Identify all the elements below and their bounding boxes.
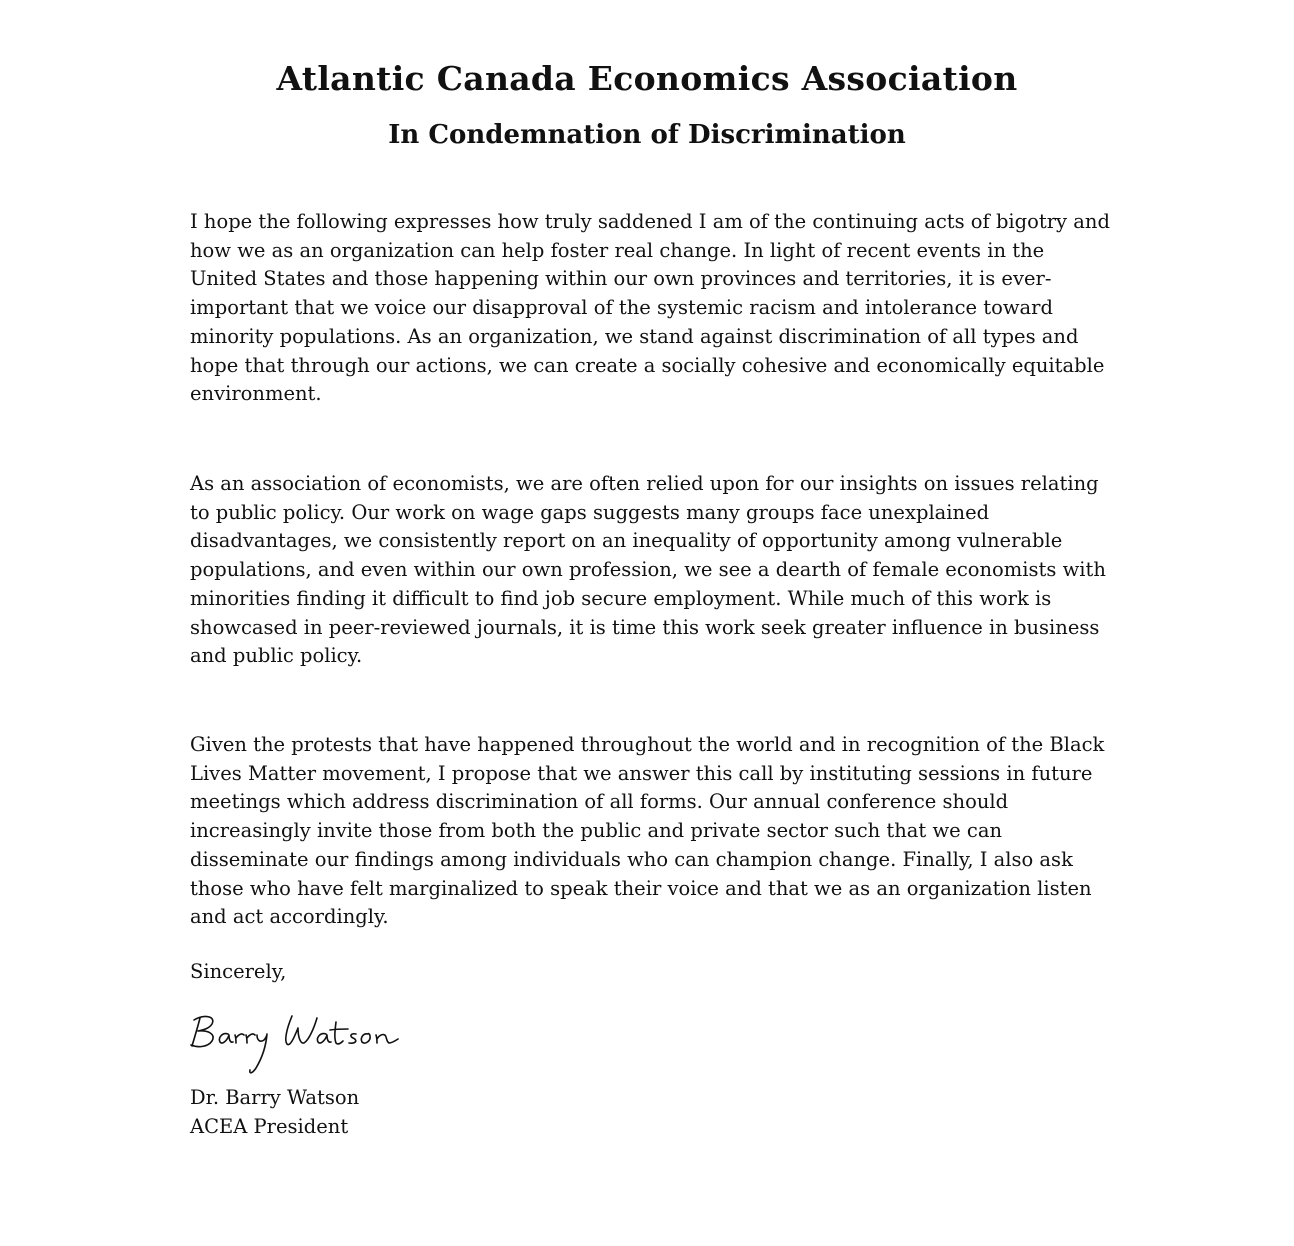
handwritten-signature [186, 1008, 418, 1080]
letter-title: Atlantic Canada Economics Association [276, 59, 1018, 98]
signer-name: Dr. Barry Watson [190, 1086, 360, 1109]
letter-subtitle: In Condemnation of Discrimination [388, 120, 906, 150]
signer-title: ACEA President [190, 1115, 349, 1138]
body-paragraph: Given the protests that have happened throughout the world and in recognition of the Black Lives Matter movement, I propose that we answer this call by instituting sessions in future meetings which address discrimination of all forms. Our annual conference should increasingly invite those from both the public and private sector such that we can disseminate our findings among individuals who can champion change. Finally, I also ask those who have felt marginalized to speak their voice and that we as an organization listen and act accordingly. [190, 733, 1105, 929]
closing-salutation: Sincerely, [190, 960, 287, 983]
body-paragraph: I hope the following expresses how truly saddened I am of the continuing acts of bigotry and how we as an organization can help foster real change. In light of recent events in the United States and those happening within our own provinces and territories, it is ever-important that we voice our disapproval of the systemic racism and intolerance toward minority populations. As an organization, we stand against discrimination of all types and hope that through our actions, we can create a socially cohesive and economically equitable environment. [190, 210, 1110, 406]
body-paragraph: As an association of economists, we are often relied upon for our insights on issues relating to public policy. Our work on wage gaps suggests many groups face unexplained disadvantages, we consistently report on an inequality of opportunity among vulnerable populations, and even within our own profession, we see a dearth of female economists with minorities finding it difficult to find job secure employment. While much of this work is showcased in peer-reviewed journals, it is time this work seek greater influence in business and public policy. [190, 472, 1106, 668]
